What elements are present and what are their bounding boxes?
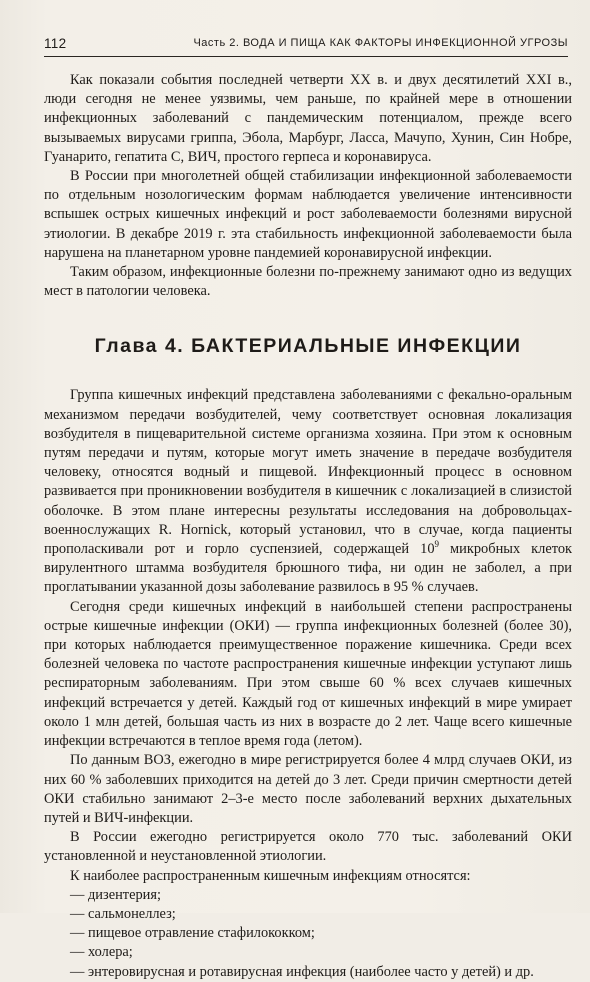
body-paragraph-4: В России ежегодно регистрируется около 770 тыс. заболеваний ОКИ установленной и неустановленной этиологии.: [44, 829, 572, 865]
intro-paragraph-1: Как показали события последней четверти XX в. и двух десятилетий XXI в., люди сегодня не менее уязвимы, чем раньше, по крайней мере в отношении инфекционных заболеваний с пандемическим потенциалом, прежде всего вызываемых вирусами гриппа, Эбола, Марбург, Ласса, Мачупо, Хунин, Син Нобре, Гуанарито, гепатита С, ВИЧ, простого герпеса и коронавируса.: [44, 72, 572, 165]
body-paragraph-1-part-b: микробных клеток вирулентного штамма возбудителя брюшного тифа, ни один не заболел, а при проглатывании указанной дозы заболевание развилось в 95 % случаев.: [44, 541, 573, 596]
body-paragraph-1-part-a: Группа кишечных инфекций представлена заболеваниями с фекально-оральным механизмом передачи возбудителей, чему соответствует основная локализация возбудителя в пищеварительной системе организма хозяина. При этом к основным путям передачи и путям, которые могут иметь значение в передаче возбудителя человеку, относятся водный и пищевой. Инфекционный процесс в основном развивается при проникновении возбудителя в кишечник с локализацией в слизистой оболочке. В этом плане интересны результаты исследования на добровольцах-военнослужащих R. Hornick, который установил, что в случае, когда пациенты прополаскивали рот и горло суспензией, содержащей 10: [44, 387, 572, 558]
body-paragraph-1: [44, 386, 572, 597]
intro-paragraph-3: Таким образом, инфекционные болезни по-прежнему занимают одно из ведущих мест в патологии человека.: [44, 264, 572, 300]
list-item: — пищевое отравление стафилококком;: [70, 925, 315, 942]
list-item: — сальмонеллез;: [70, 905, 176, 922]
exponent: 9: [434, 539, 440, 550]
list-item: — дизентерия;: [70, 886, 161, 903]
list-item: — энтеровирусная и ротавирусная инфекция (наиболее часто у детей) и др.: [70, 963, 534, 980]
infection-list: [44, 886, 572, 982]
page-header: [44, 34, 568, 57]
chapter-title: Глава 4. БАКТЕРИАЛЬНЫЕ ИНФЕКЦИИ: [94, 335, 522, 358]
intro-paragraph-2: В России при многолетней общей стабилизации инфекционной заболеваемости по отдельным нозологическим формам наблюдается увеличение интенсивности вспышек острых кишечных инфекций и рост заболеваемости болезнями вирусной этиологии. В декабре 2019 г. эта стабильность инфекционной заболеваемости была нарушена на планетарном уровне пандемией коронавирусной инфекции.: [44, 168, 572, 261]
body-paragraph-5: К наиболее распространенным кишечным инфекциям относятся:: [70, 867, 471, 884]
body-paragraph-3: По данным ВОЗ, ежегодно в мире регистрируется более 4 млрд случаев ОКИ, из них 60 % заболевших приходится на детей до 3 лет. Среди причин смертности детей ОКИ стабильно занимают 2–3-е место после заболеваний верхних дыхательных путей и ВИЧ-инфекции.: [44, 752, 572, 826]
body-paragraph-2: Сегодня среди кишечных инфекций в наибольшей степени распространены острые кишечные инфекции (ОКИ) — группа инфекционных болезней (более 30), при которых наблюдается преимущественное поражение кишечника. Среди всех болезней человека по частоте распространения кишечные инфекции уступают лишь респираторным заболеваниям. При этом свыше 60 % всех случаев кишечных инфекций встречается у детей. Каждый год от кишечных инфекций в мире умирает около 1 млн детей, большая часть из них в возрасте до 2 лет. Чаще всего кишечные инфекции встречаются в теплое время года (летом).: [44, 598, 572, 750]
running-head: Часть 2. ВОДА И ПИЩА КАК ФАКТОРЫ ИНФЕКЦИОННОЙ УГРОЗЫ: [193, 37, 568, 49]
page-number: 112: [44, 36, 67, 51]
page-content: [44, 71, 572, 982]
list-item: — холера;: [70, 944, 133, 961]
